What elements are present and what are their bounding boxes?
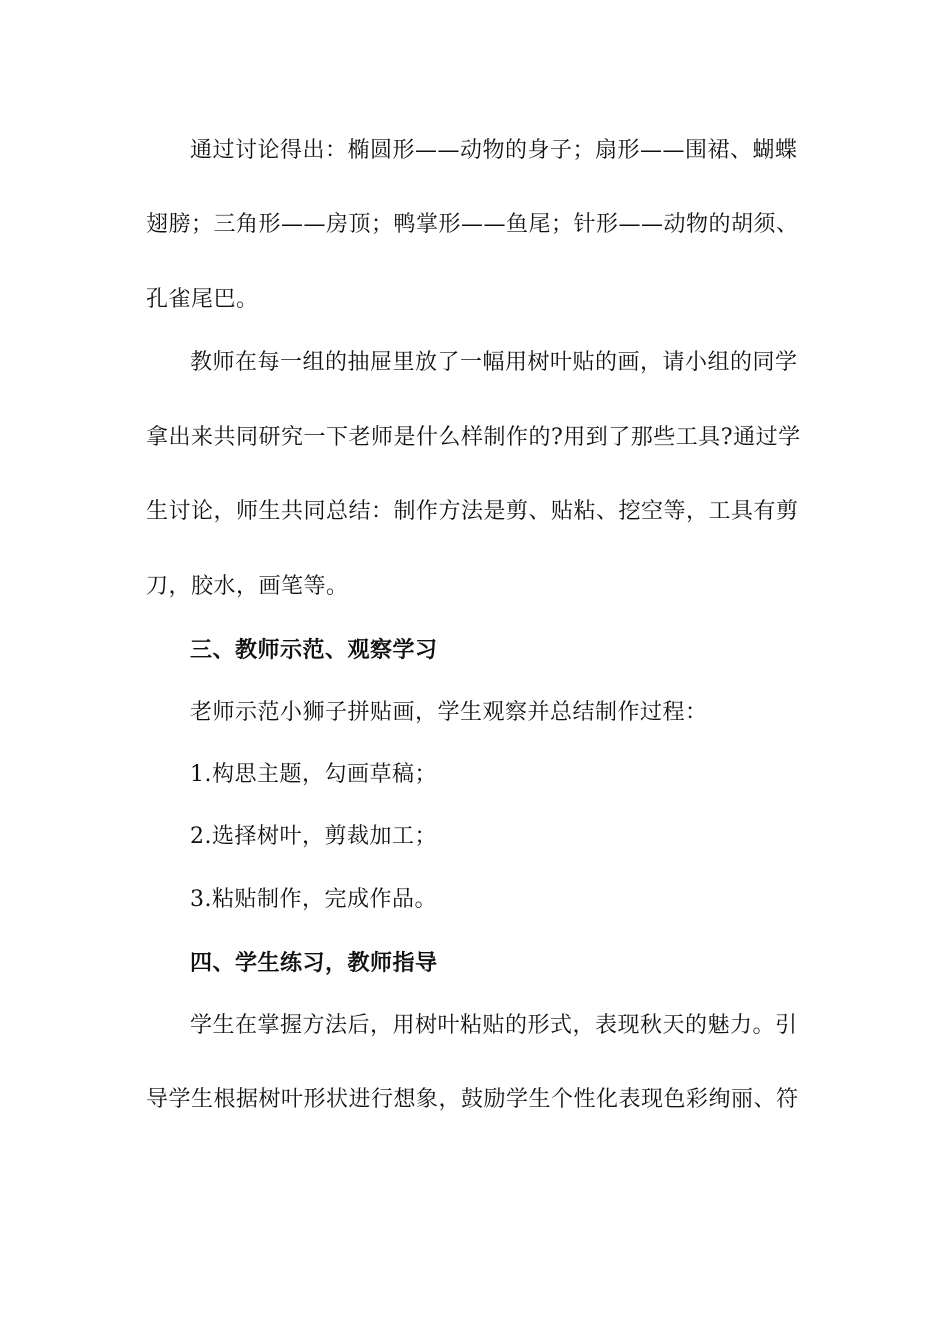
section-intro: 老师示范小狮子拼贴画，学生观察并总结制作过程： <box>190 700 708 725</box>
paragraph-line: 生讨论，师生共同总结：制作方法是剪、贴粘、挖空等，工具有剪 <box>146 499 799 524</box>
section-heading: 四、学生练习，教师指导 <box>190 950 438 976</box>
list-item: 3.粘贴制作，完成作品。 <box>190 887 437 912</box>
paragraph-line: 孔雀尾巴。 <box>146 287 259 312</box>
list-item: 1.构思主题，勾画草稿； <box>190 762 437 787</box>
paragraph-line: 拿出来共同研究一下老师是什么样制作的?用到了那些工具?通过学 <box>146 425 801 450</box>
paragraph-line: 教师在每一组的抽屉里放了一幅用树叶贴的画，请小组的同学 <box>190 350 798 375</box>
paragraph-line: 导学生根据树叶形状进行想象，鼓励学生个性化表现色彩绚丽、符 <box>146 1087 799 1112</box>
paragraph-line: 翅膀；三角形——房顶；鸭掌形——鱼尾；针形——动物的胡须、 <box>146 212 799 237</box>
paragraph-line: 通过讨论得出：椭圆形——动物的身子；扇形——围裙、蝴蝶 <box>190 138 798 163</box>
list-item: 2.选择树叶，剪裁加工； <box>190 824 437 849</box>
paragraph-line: 刀，胶水，画笔等。 <box>146 574 349 599</box>
section-heading: 三、教师示范、观察学习 <box>190 637 438 663</box>
paragraph-line: 学生在掌握方法后，用树叶粘贴的形式，表现秋天的魅力。引 <box>190 1013 798 1038</box>
